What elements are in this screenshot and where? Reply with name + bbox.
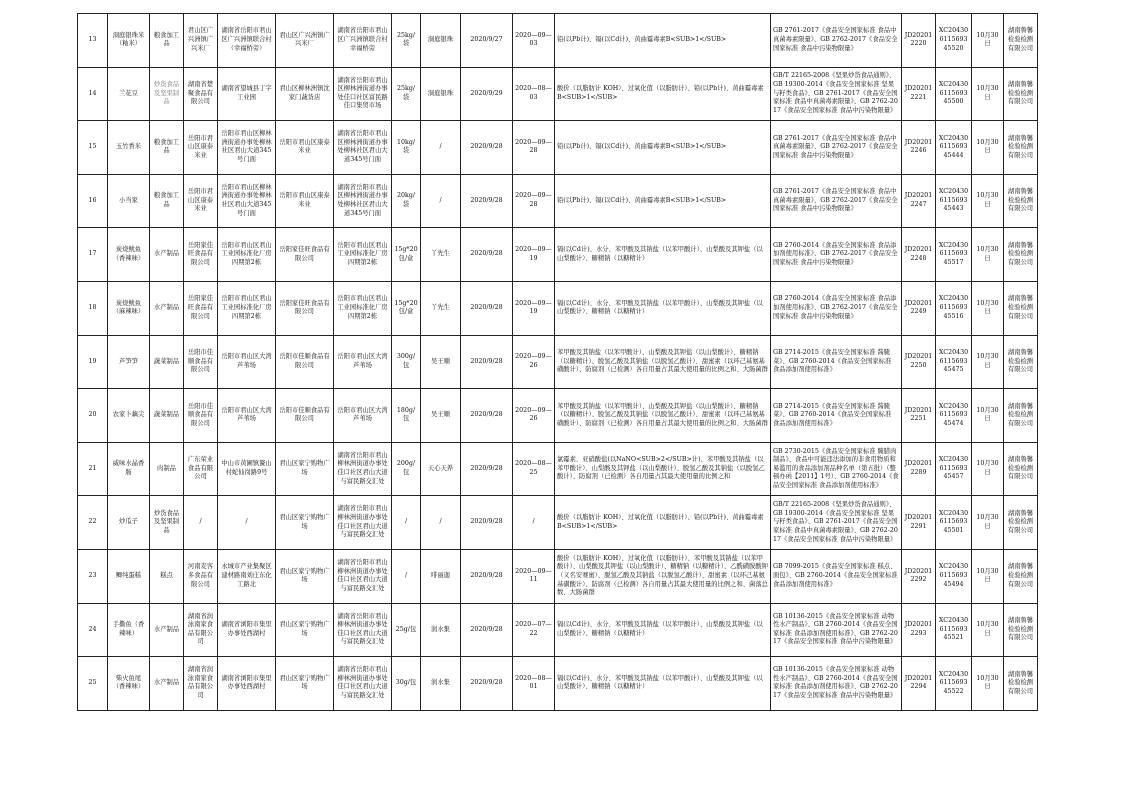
specification-cell: 180g/包 — [392, 389, 421, 443]
producer-address-cell: 岳阳市君山区柳林洲街道办事处柳林社区君山大道345号门面 — [218, 174, 276, 228]
sampling-date-cell: 2020—08—03 — [513, 67, 555, 121]
producer-address-cell: 中山市黄圃镇鳌山村蛇仙岗路9号 — [218, 442, 276, 496]
producer-name-cell: 岳阳市佳顺食品有限公司 — [184, 389, 218, 443]
seller-address-cell: 湖南省岳阳市君山柳林洲街道办事处佳口社区君山大道与富民路交汇处 — [334, 657, 392, 711]
production-date-cell: 2020/9/28 — [461, 281, 513, 335]
food-category-cell: 水产制品 — [150, 657, 184, 711]
seller-address-cell: 湖南省岳阳市君山区柳林洲街道办事处柳林社区君山大道345号门面 — [334, 121, 392, 175]
report-number-cell: JD202012294 — [902, 657, 936, 711]
producer-address-cell: 岳阳市君山区君山工业园标准化厂房四期第2栋 — [218, 228, 276, 282]
sampling-date-cell: 2020—09—19 — [513, 281, 555, 335]
test-items-cell: 酸价（以脂肪计 KOH）、过氧化值（以脂肪计）、苯甲酸及其钠盐（以苯甲酸计）、山梨酸及其钾盐（以山梨酸计）、糖精钠（以糖精计）、乙酰磺胺酸钾（又名安赛蜜）、脱氢乙酸及其钠盐（以脱氢乙酸计）、甜蜜素（以环己基氨基磺酸计）、防腐剂（已检测）各自用量占其最大使用量的比例之和、菌落总数、大肠菌群 — [555, 549, 771, 603]
testing-organization-cell: 湖南鲁馨检验检测有限公司 — [1004, 121, 1038, 175]
product-name-cell: 鲫纯蛋糕 — [108, 549, 150, 603]
specification-cell: 15g*20包/盒 — [392, 228, 421, 282]
report-number-cell: JD202012221 — [902, 67, 936, 121]
test-items-cell: 氯霉素、亚硝酸盐(以NaNO<SUB>2</SUB>计)、苯甲酸及其钠盐（以苯甲酸计）、山梨酸及其钾盐（以山梨酸计）、脱氢乙酸及其钠盐（以脱氢乙酸计）、防腐剂（已检测）各自用量占其最大使用量的比例之和 — [555, 442, 771, 496]
seller-address-cell: 岳阳市君山区君山工业园标准化厂房四期第2栋 — [334, 281, 392, 335]
brand-cell: 润水集 — [421, 603, 461, 657]
sampling-date-cell: 2020—08—01 — [513, 657, 555, 711]
specification-cell: 30g/包 — [392, 657, 421, 711]
test-items-cell: 铅(以Pb计)、镉(以Cd计)、黄曲霉毒素B<SUB>1</SUB> — [555, 14, 771, 68]
seller-address-cell: 湖南省岳阳市君山区柳林洲街道办事处柳林社区君山大道345号门面 — [334, 174, 392, 228]
row-number-cell: 24 — [78, 603, 108, 657]
testing-organization-cell: 湖南鲁馨检验检测有限公司 — [1004, 67, 1038, 121]
row-number-cell: 14 — [78, 67, 108, 121]
seller-address-cell: 湖南省岳阳市君山柳林洲街道办事处佳口社区君山大道与富民路交汇处 — [334, 549, 392, 603]
row-number-cell: 19 — [78, 335, 108, 389]
table-row — [78, 603, 1038, 657]
test-standard-cell: GB 10136-2015《食品安全国家标准 动物性水产制品》、GB 2760-2014《食品安全国家标准 食品添加剂使用标准》、GB 2762-2017《食品安全国家标准 食品中污染物限量》 — [771, 603, 902, 657]
inspection-period-cell: 10月30日 — [972, 281, 1004, 335]
specification-cell: 25kg/袋 — [392, 14, 421, 68]
sample-number-cell: XC20430611569345516 — [936, 281, 972, 335]
table-row — [78, 335, 1038, 389]
specification-cell: 25g/包 — [392, 603, 421, 657]
sampling-date-cell: 2020—09—28 — [513, 174, 555, 228]
report-number-cell: JD202012250 — [902, 335, 936, 389]
food-category-cell: 水产制品 — [150, 281, 184, 335]
seller-name-cell: 君山区家宁购物广场 — [276, 496, 334, 550]
production-date-cell: 2020/9/28 — [461, 657, 513, 711]
seller-address-cell: 岳阳市君山区大湾芦苇场 — [334, 389, 392, 443]
seller-name-cell: 岳阳市佳顺食品有限公司 — [276, 389, 334, 443]
inspection-period-cell: 10月30日 — [972, 121, 1004, 175]
specification-cell: / — [392, 549, 421, 603]
test-standard-cell: GB/T 22165-2008《坚果炒货食品通则》、GB 19300-2014《食品安全国家标准 坚果与籽类食品》、GB 2761-2017《食品安全国家标准 食品中真菌毒素限量》、GB 2762-2017《食品安全国家标准 食品中污染物限量》 — [771, 496, 902, 550]
food-category-cell: 蔬菜制品 — [150, 335, 184, 389]
seller-name-cell: 君山区家宁购物广场 — [276, 549, 334, 603]
inspection-period-cell: 10月30日 — [972, 67, 1004, 121]
producer-name-cell: 河南麦客多食品有限公司 — [184, 549, 218, 603]
test-items-cell: 苯甲酸及其钠盐（以苯甲酸计）、山梨酸及其钾盐（以山梨酸计）、糖精钠（以糖精计）、脱氢乙酸及其钠盐（以脱氢乙酸计）、甜蜜素（以环己基氨基磺酸计）、防腐剂（已检测）各自用量占其最大使用量的比例之和、大肠菌群 — [555, 335, 771, 389]
specification-cell: 300g/包 — [392, 335, 421, 389]
report-number-cell: JD202012289 — [902, 442, 936, 496]
test-items-cell: 镉(以Cd计)、水分、苯甲酸及其钠盐（以苯甲酸计）、山梨酸及其钾盐（以山梨酸计）、糖精钠（以糖精计） — [555, 603, 771, 657]
test-items-cell: 铅(以Pb计)、镉(以Cd计)、黄曲霉毒素B<SUB>1</SUB> — [555, 174, 771, 228]
production-date-cell: 2020/9/28 — [461, 549, 513, 603]
producer-address-cell: 湖南省岳阳市君山区广兴洲镇联合村（幸福桥旁） — [218, 14, 276, 68]
sample-number-cell: XC20430611569345522 — [936, 657, 972, 711]
specification-cell: 10kg/袋 — [392, 121, 421, 175]
inspection-period-cell: 10月30日 — [972, 496, 1004, 550]
sampling-date-cell: 2020—09—11 — [513, 549, 555, 603]
row-number-cell: 15 — [78, 121, 108, 175]
sampling-date-cell: 2020—09—28 — [513, 121, 555, 175]
specification-cell: 25kg/袋 — [392, 67, 421, 121]
production-date-cell: 2020/9/27 — [461, 14, 513, 68]
sampling-results-table — [77, 13, 1038, 711]
sample-number-cell: XC20430611569345521 — [936, 603, 972, 657]
sample-number-cell: XC20430611569345500 — [936, 67, 972, 121]
specification-cell: 200g/包 — [392, 442, 421, 496]
row-number-cell: 20 — [78, 389, 108, 443]
product-name-cell: 炭烧鱿鱼（麻辣味） — [108, 281, 150, 335]
row-number-cell: 16 — [78, 174, 108, 228]
inspection-period-cell: 10月30日 — [972, 228, 1004, 282]
sampling-date-cell: 2020—09—03 — [513, 14, 555, 68]
report-number-cell: JD202012248 — [902, 228, 936, 282]
test-standard-cell: GB 2760-2014《食品安全国家标准 食品添加剂使用标准》、GB 2762-2017《食品安全国家标准 食品中污染物限量》 — [771, 281, 902, 335]
testing-organization-cell: 湖南鲁馨检验检测有限公司 — [1004, 14, 1038, 68]
producer-address-cell: 岳阳市君山区柳林洲街道办事处柳林社区君山大道345号门面 — [218, 121, 276, 175]
testing-organization-cell: 湖南鲁馨检验检测有限公司 — [1004, 657, 1038, 711]
producer-name-cell: 岳阳市君山区康泰米业 — [184, 174, 218, 228]
testing-organization-cell: 湖南鲁馨检验检测有限公司 — [1004, 603, 1038, 657]
test-standard-cell: GB 2761-2017《食品安全国家标准 食品中真菌毒素限量》、GB 2762-2017《食品安全国家标准 食品中污染物限量》 — [771, 14, 902, 68]
producer-name-cell: 岳阳家佳旺食品有限公司 — [184, 228, 218, 282]
report-number-cell: JD202012292 — [902, 549, 936, 603]
test-standard-cell: GB 7099-2015《食品安全国家标准 糕点、面包》、GB 2760-2014《食品安全国家标准 食品添加剂使用标准》 — [771, 549, 902, 603]
food-category-cell: 蔬菜制品 — [150, 389, 184, 443]
testing-organization-cell: 湖南鲁馨检验检测有限公司 — [1004, 228, 1038, 282]
seller-address-cell: 湖南省岳阳市君山区广兴洲镇联合村幸福桥旁 — [334, 14, 392, 68]
report-number-cell: JD202012220 — [902, 14, 936, 68]
test-items-cell: 镉(以Cd计)、水分、苯甲酸及其钠盐（以苯甲酸计）、山梨酸及其钾盐（以山梨酸计）、糖精钠（以糖精计） — [555, 281, 771, 335]
row-number-cell: 21 — [78, 442, 108, 496]
specification-cell: / — [392, 496, 421, 550]
production-date-cell: 2020/9/29 — [461, 67, 513, 121]
seller-name-cell: 岳阳市君山区康泰米业 — [276, 174, 334, 228]
product-name-cell: 手撕鱼（香辣味） — [108, 603, 150, 657]
test-items-cell: 铅(以Pb计)、镉(以Cd计)、黄曲霉毒素B<SUB>1</SUB> — [555, 121, 771, 175]
inspection-period-cell: 10月30日 — [972, 14, 1004, 68]
row-number-cell: 23 — [78, 549, 108, 603]
sampling-date-cell: / — [513, 496, 555, 550]
food-category-cell: 糕点 — [150, 549, 184, 603]
test-items-cell: 镉(以Cd计)、水分、苯甲酸及其钠盐（以苯甲酸计）、山梨酸及其钾盐（以山梨酸计）、糖精钠（以糖精计） — [555, 228, 771, 282]
producer-address-cell: / — [218, 496, 276, 550]
producer-address-cell: 湖南省浏阳市集里办事处西湖村 — [218, 603, 276, 657]
product-name-cell: 炒瓜子 — [108, 496, 150, 550]
producer-name-cell: 岳阳市君山区康泰米业 — [184, 121, 218, 175]
row-number-cell: 18 — [78, 281, 108, 335]
test-items-cell: 苯甲酸及其钠盐（以苯甲酸计）、山梨酸及其钾盐（以山梨酸计）、糖精钠（以糖精计）、脱氢乙酸及其钠盐（以脱氢乙酸计）、甜蜜素（以环己基氨基磺酸计）、防腐剂（已检测）各自用量占其最大使用量的比例之和、大肠菌群 — [555, 389, 771, 443]
test-items-cell: 酸价（以脂肪计 KOH）、过氧化值（以脂肪计）、铅(以Pb计)、黄曲霉毒素B<SUB>1</SUB> — [555, 496, 771, 550]
inspection-period-cell: 10月30日 — [972, 657, 1004, 711]
table-row — [78, 174, 1038, 228]
product-name-cell: 农家卜藕尖 — [108, 389, 150, 443]
table-row — [78, 657, 1038, 711]
testing-organization-cell: 湖南鲁馨检验检测有限公司 — [1004, 281, 1038, 335]
report-number-cell: JD202012251 — [902, 389, 936, 443]
sample-number-cell: XC20430611569345494 — [936, 549, 972, 603]
sampling-date-cell: 2020—09—19 — [513, 228, 555, 282]
producer-name-cell: 广东荣业食品有限公司 — [184, 442, 218, 496]
table-row — [78, 549, 1038, 603]
brand-cell: / — [421, 496, 461, 550]
test-standard-cell: GB 2714-2015《食品安全国家标准 酱腌菜》、GB 2760-2014《食品安全国家标准 食品添加剂使用标准》 — [771, 335, 902, 389]
test-standard-cell: GB 2761-2017《食品安全国家标准 食品中真菌毒素限量》、GB 2762-2017《食品安全国家标准 食品中污染物限量》 — [771, 174, 902, 228]
producer-address-cell: 岳阳市君山区君山工业园标准化厂房四期第2栋 — [218, 281, 276, 335]
product-name-cell: 玉竹香米 — [108, 121, 150, 175]
test-standard-cell: GB 2761-2017《食品安全国家标准 食品中真菌毒素限量》、GB 2762-2017《食品安全国家标准 食品中污染物限量》 — [771, 121, 902, 175]
brand-cell: 丫先生 — [421, 281, 461, 335]
product-name-cell: 炭烧鱿鱼（香辣味） — [108, 228, 150, 282]
product-name-cell: 兰花豆 — [108, 67, 150, 121]
testing-organization-cell: 湖南鲁馨检验检测有限公司 — [1004, 442, 1038, 496]
brand-cell: 丫先生 — [421, 228, 461, 282]
product-name-cell: 小当家 — [108, 174, 150, 228]
brand-cell: 啡丽迦 — [421, 549, 461, 603]
test-items-cell: 镉(以Cd计)、水分、苯甲酸及其钠盐（以苯甲酸计）、山梨酸及其钾盐（以山梨酸计）、糖精钠（以糖精计） — [555, 657, 771, 711]
testing-organization-cell: 湖南鲁馨检验检测有限公司 — [1004, 496, 1038, 550]
sampling-date-cell: 2020—09—26 — [513, 389, 555, 443]
report-number-cell: JD202012246 — [902, 121, 936, 175]
brand-cell: / — [421, 174, 461, 228]
sample-number-cell: XC20430611569345520 — [936, 14, 972, 68]
producer-name-cell: 湖南省楚聚食品有限公司 — [184, 67, 218, 121]
production-date-cell: 2020/9/28 — [461, 121, 513, 175]
sample-number-cell: XC20430611569345444 — [936, 121, 972, 175]
sample-number-cell: XC20430611569345475 — [936, 335, 972, 389]
seller-name-cell: 君山区家宁购物广场 — [276, 657, 334, 711]
seller-address-cell: 湖南省岳阳市君山柳林洲街道办事处佳口社区君山大道与富民路交汇处 — [334, 442, 392, 496]
production-date-cell: 2020/9/28 — [461, 442, 513, 496]
food-category-cell: 水产制品 — [150, 228, 184, 282]
producer-name-cell: / — [184, 496, 218, 550]
food-category-cell: 炒货食品及坚果制品 — [150, 67, 184, 121]
producer-address-cell: 湖南省望城县丁字工业园 — [218, 67, 276, 121]
product-name-cell: 芦笋笋 — [108, 335, 150, 389]
test-standard-cell: GB 2714-2015《食品安全国家标准 酱腌菜》、GB 2760-2014《食品安全国家标准 食品添加剂使用标准》 — [771, 389, 902, 443]
product-name-cell: 柴火鱼尾（香辣味） — [108, 657, 150, 711]
producer-address-cell: 永城市产业集聚区建材路南刘庄东化工路北 — [218, 549, 276, 603]
producer-name-cell: 岳阳家佳旺食品有限公司 — [184, 281, 218, 335]
test-standard-cell: GB 2760-2014《食品安全国家标准 食品添加剂使用标准》、GB 2762-2017《食品安全国家标准 食品中污染物限量》 — [771, 228, 902, 282]
food-category-cell: 粮食加工品 — [150, 14, 184, 68]
sample-number-cell: XC20430611569345457 — [936, 442, 972, 496]
testing-organization-cell: 湖南鲁馨检验检测有限公司 — [1004, 389, 1038, 443]
row-number-cell: 13 — [78, 14, 108, 68]
food-category-cell: 水产制品 — [150, 603, 184, 657]
production-date-cell: 2020/9/28 — [461, 389, 513, 443]
producer-address-cell: 岳阳市君山区大湾芦苇场 — [218, 389, 276, 443]
table-row — [78, 14, 1038, 68]
production-date-cell: 2020/9/28 — [461, 496, 513, 550]
food-category-cell: 炒货食品及坚果制品 — [150, 496, 184, 550]
producer-name-cell: 君山区广兴洲镇广兴米厂 — [184, 14, 218, 68]
producer-name-cell: 湖南省润泳南家食品有限公司 — [184, 603, 218, 657]
production-date-cell: 2020/9/28 — [461, 174, 513, 228]
food-category-cell: 粮食加工品 — [150, 121, 184, 175]
seller-name-cell: 君山区家宁购物广场 — [276, 442, 334, 496]
seller-address-cell: 湖南省岳阳市君山柳林洲街道办事处佳口社区君山大道与富民路交汇处 — [334, 603, 392, 657]
inspection-period-cell: 10月30日 — [972, 174, 1004, 228]
producer-name-cell: 湖南省润泳南家食品有限公司 — [184, 657, 218, 711]
brand-cell: 润水集 — [421, 657, 461, 711]
brand-cell: 洞庭银珠 — [421, 67, 461, 121]
table-row — [78, 389, 1038, 443]
seller-name-cell: 君山区广兴洲镇广兴米厂 — [276, 14, 334, 68]
seller-name-cell: 君山区家宁购物广场 — [276, 603, 334, 657]
brand-cell: 吴王順 — [421, 389, 461, 443]
brand-cell: 洞庭银珠 — [421, 14, 461, 68]
report-number-cell: JD202012291 — [902, 496, 936, 550]
inspection-period-cell: 10月30日 — [972, 549, 1004, 603]
report-number-cell: JD202012249 — [902, 281, 936, 335]
inspection-period-cell: 10月30日 — [972, 335, 1004, 389]
specification-cell: 20kg/袋 — [392, 174, 421, 228]
product-name-cell: 威味水晶香肠 — [108, 442, 150, 496]
brand-cell: / — [421, 121, 461, 175]
row-number-cell: 17 — [78, 228, 108, 282]
sample-number-cell: XC20430611569345517 — [936, 228, 972, 282]
seller-address-cell: 岳阳市君山区大湾芦苇场 — [334, 335, 392, 389]
inspection-period-cell: 10月30日 — [972, 389, 1004, 443]
producer-address-cell: 湖南省浏阳市集里办事处西湖村 — [218, 657, 276, 711]
inspection-period-cell: 10月30日 — [972, 442, 1004, 496]
table-body — [78, 14, 1038, 711]
production-date-cell: 2020/9/28 — [461, 228, 513, 282]
product-name-cell: 洞庭银珠米（籼米） — [108, 14, 150, 68]
table-row — [78, 281, 1038, 335]
report-number-cell: JD202012247 — [902, 174, 936, 228]
test-standard-cell: GB 10136-2015《食品安全国家标准 动物性水产制品》、GB 2760-2014《食品安全国家标准 食品添加剂使用标准》、GB 2762-2017《食品安全国家标准 食品中污染物限量》 — [771, 657, 902, 711]
seller-address-cell: 湖南省岳阳市君山区柳林洲街道办事处佳口社区富民路佳口集贸市场 — [334, 67, 392, 121]
sample-number-cell: XC20430611569345474 — [936, 389, 972, 443]
producer-name-cell: 岳阳市佳顺食品有限公司 — [184, 335, 218, 389]
testing-organization-cell: 湖南鲁馨检验检测有限公司 — [1004, 549, 1038, 603]
seller-address-cell: 湖南省岳阳市君山柳林洲街道办事处佳口社区君山大道与富民路交汇处 — [334, 496, 392, 550]
production-date-cell: 2020/9/28 — [461, 603, 513, 657]
test-standard-cell: GB/T 22165-2008《坚果炒货食品通则》、GB 19300-2014《食品安全国家标准 坚果与籽类食品》、GB 2761-2017《食品安全国家标准 食品中真菌毒素限量》、GB 2762-2017《食品安全国家标准 食品中污染物限量》 — [771, 67, 902, 121]
food-category-cell: 粮食加工品 — [150, 174, 184, 228]
table-row — [78, 67, 1038, 121]
table-row — [78, 442, 1038, 496]
production-date-cell: 2020/9/28 — [461, 335, 513, 389]
food-category-cell: 肉制品 — [150, 442, 184, 496]
sampling-date-cell: 2020—09—26 — [513, 335, 555, 389]
sampling-date-cell: 2020—08—25 — [513, 442, 555, 496]
seller-name-cell: 岳阳家佳旺食品有限公司 — [276, 228, 334, 282]
testing-organization-cell: 湖南鲁馨检验检测有限公司 — [1004, 335, 1038, 389]
table-row — [78, 121, 1038, 175]
seller-name-cell: 岳阳家佳旺食品有限公司 — [276, 281, 334, 335]
inspection-period-cell: 10月30日 — [972, 603, 1004, 657]
seller-address-cell: 岳阳市君山区君山工业园标准化厂房四期第2栋 — [334, 228, 392, 282]
seller-name-cell: 君山区柳林洲镇沈家门蔬货店 — [276, 67, 334, 121]
producer-address-cell: 岳阳市君山区大湾芦苇场 — [218, 335, 276, 389]
seller-name-cell: 岳阳市佳顺食品有限公司 — [276, 335, 334, 389]
row-number-cell: 22 — [78, 496, 108, 550]
testing-organization-cell: 湖南鲁馨检验检测有限公司 — [1004, 174, 1038, 228]
sampling-date-cell: 2020—07—22 — [513, 603, 555, 657]
test-items-cell: 酸价（以脂肪计 KOH）、过氧化值（以脂肪计）、铅(以Pb计)、黄曲霉毒素B<SUB>1</SUB> — [555, 67, 771, 121]
seller-name-cell: 岳阳市君山区康泰米业 — [276, 121, 334, 175]
table-row — [78, 228, 1038, 282]
sample-number-cell: XC20430611569345501 — [936, 496, 972, 550]
table-row — [78, 496, 1038, 550]
sample-number-cell: XC20430611569345443 — [936, 174, 972, 228]
row-number-cell: 25 — [78, 657, 108, 711]
report-number-cell: JD202012293 — [902, 603, 936, 657]
brand-cell: 天心天养 — [421, 442, 461, 496]
brand-cell: 吴王順 — [421, 335, 461, 389]
test-standard-cell: GB 2730-2015《食品安全国家标准 腌腊肉制品》、食品中可能违法添加的非食用物质和易滥用的食品添加剂品种名单（第五批）（整顿办函【2011】1号）、GB 2760-2014《食品安全国家标准 食品添加剂使用标准》 — [771, 442, 902, 496]
specification-cell: 15g*20包/盒 — [392, 281, 421, 335]
